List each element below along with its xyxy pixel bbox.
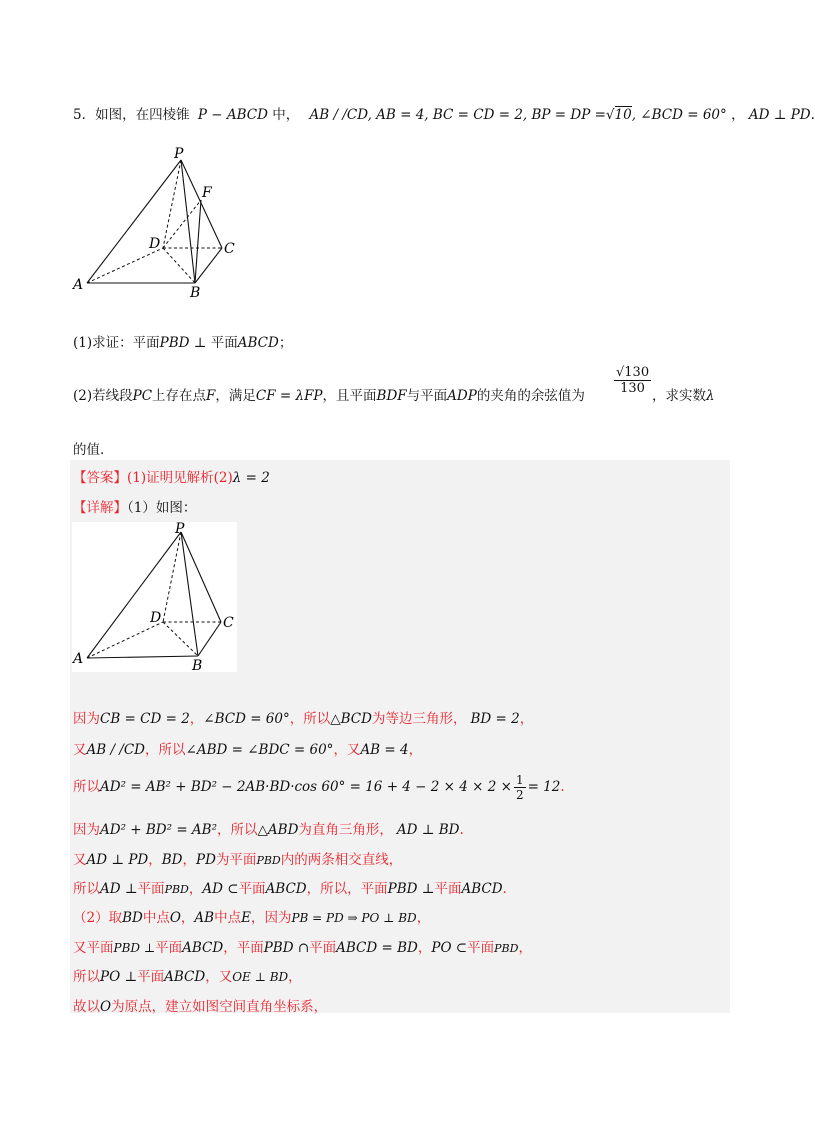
text: 平面 bbox=[434, 881, 462, 897]
math: AD ⊂ bbox=[202, 881, 239, 897]
text: ； bbox=[278, 335, 293, 351]
cosine-fraction bbox=[614, 366, 651, 395]
text: ，所以 bbox=[289, 711, 331, 727]
text: 平面 bbox=[210, 335, 238, 351]
edge-AD bbox=[87, 622, 163, 658]
text: 为等边三角形， bbox=[371, 711, 467, 727]
edge-PD bbox=[163, 160, 181, 248]
label-D: D bbox=[150, 610, 162, 626]
conditions: AB / /CD, AB = 4, BC = CD = 2, BP = DP = bbox=[309, 107, 606, 123]
math: ABCD bbox=[461, 881, 503, 897]
half-fraction bbox=[514, 774, 526, 801]
answer-text: (1)证明见解析(2) bbox=[127, 470, 233, 486]
text: ， bbox=[416, 910, 431, 926]
math: ABCD bbox=[265, 881, 307, 897]
text: ，又 bbox=[205, 969, 233, 985]
label-B: B bbox=[190, 285, 201, 301]
label-P: P bbox=[174, 146, 184, 162]
text: (1)求证：平面 bbox=[73, 335, 160, 351]
text: ，又 bbox=[333, 742, 361, 758]
edge-DB bbox=[163, 248, 195, 283]
text: 因为 bbox=[73, 711, 100, 727]
text: ， bbox=[408, 742, 423, 758]
text: ，求实数 bbox=[652, 388, 706, 404]
solid-name: P − ABCD bbox=[197, 107, 268, 123]
solution-line-4 bbox=[73, 818, 464, 838]
angle-condition: , ∠BCD = 60° bbox=[631, 107, 727, 123]
answer-line bbox=[73, 466, 270, 486]
label-A: A bbox=[73, 651, 84, 667]
text: ， bbox=[288, 969, 302, 985]
text: 与平面 bbox=[406, 388, 448, 404]
text: 中， bbox=[272, 107, 300, 123]
point-name: F bbox=[206, 388, 216, 404]
math: PB = PD ⇒ PO ⊥ BD bbox=[291, 911, 417, 925]
segment-name: PC bbox=[132, 388, 153, 404]
edge-BC bbox=[198, 622, 221, 656]
text: . bbox=[810, 107, 815, 123]
text: 所以 bbox=[73, 969, 100, 985]
solution-line-1 bbox=[73, 707, 533, 727]
text: ， bbox=[189, 711, 204, 727]
text: ， bbox=[518, 940, 532, 956]
text: ， bbox=[188, 881, 203, 897]
part2-question bbox=[73, 384, 585, 404]
text: 的夹角的余弦值为 bbox=[476, 388, 585, 404]
label-D: D bbox=[149, 236, 161, 252]
text: 的值． bbox=[73, 442, 114, 458]
sqrt-symbol: √ bbox=[605, 107, 615, 123]
edge-PA bbox=[87, 160, 181, 283]
edge-AB bbox=[87, 656, 198, 658]
plane-name: ADP bbox=[447, 388, 477, 404]
math: PO ⊥ bbox=[100, 969, 138, 985]
text: ， bbox=[731, 107, 745, 123]
math: AB / /CD bbox=[86, 742, 146, 758]
fraction-numerator: √130 bbox=[616, 365, 650, 380]
text: 上存在点 bbox=[152, 388, 207, 404]
plane-name: ABCD bbox=[237, 335, 279, 351]
text: ， bbox=[417, 940, 432, 956]
math: ABCD bbox=[164, 969, 206, 985]
label-P: P bbox=[175, 521, 185, 537]
label-B: B bbox=[192, 658, 203, 674]
math: PD bbox=[196, 852, 216, 868]
math: △BCD bbox=[330, 711, 372, 727]
text: 为直角三角形， bbox=[298, 822, 393, 838]
pyramid-figure-2 bbox=[70, 522, 240, 672]
solution-line-2 bbox=[73, 738, 422, 758]
text: 又 bbox=[73, 742, 87, 758]
label-C: C bbox=[224, 241, 235, 257]
label-A: A bbox=[73, 277, 84, 293]
text: 所以 bbox=[73, 881, 100, 897]
text: 平面 bbox=[467, 940, 495, 956]
math: AD ⊥ bbox=[100, 881, 138, 897]
solution-line-10 bbox=[73, 995, 327, 1015]
math: PBD ⊥ bbox=[387, 881, 435, 897]
math: BD = 2 bbox=[470, 711, 520, 727]
perp-condition: AD ⊥ PD bbox=[748, 107, 811, 123]
problem-number: 5．如图，在四棱锥 bbox=[73, 107, 190, 123]
text: 平面 bbox=[155, 940, 183, 956]
math: CB = CD = 2 bbox=[100, 711, 190, 727]
text: 因为 bbox=[73, 822, 100, 838]
math: AD² + BD² = AB² bbox=[100, 822, 218, 838]
text: 又 bbox=[73, 852, 87, 868]
edge-BF bbox=[195, 200, 201, 283]
math: △ABD bbox=[257, 822, 299, 838]
sqrt-radicand: 10 bbox=[614, 107, 632, 123]
edge-PC bbox=[181, 160, 222, 248]
math: AB = 4 bbox=[360, 742, 409, 758]
perp-symbol: ⊥ bbox=[189, 335, 211, 351]
math: AD ⊥ PD bbox=[86, 852, 149, 868]
edge-AD bbox=[87, 248, 163, 283]
solution-line-7 bbox=[73, 906, 430, 926]
text: 为平面 bbox=[215, 852, 257, 868]
math: O bbox=[100, 999, 112, 1015]
math: PBD ⊥ bbox=[113, 941, 156, 955]
edge-PB bbox=[181, 160, 195, 283]
plane-name: BDF bbox=[376, 388, 407, 404]
math: AB bbox=[194, 910, 215, 926]
edge-PD bbox=[163, 532, 181, 622]
detail-line bbox=[73, 496, 196, 516]
edge-BC bbox=[195, 248, 222, 283]
label-F: F bbox=[202, 185, 212, 201]
fraction-denominator: 2 bbox=[515, 788, 524, 802]
text: （2）取 bbox=[73, 910, 123, 926]
math: ∠BCD = 60° bbox=[203, 711, 290, 727]
text: ， bbox=[519, 711, 534, 727]
text: ， bbox=[148, 852, 162, 868]
math: PBD bbox=[164, 883, 189, 896]
detail-text: （1）如图： bbox=[127, 500, 197, 516]
text: 中点 bbox=[214, 910, 242, 926]
text: ，平面 bbox=[223, 940, 264, 956]
math: = 12 bbox=[527, 779, 561, 795]
text: 平面 bbox=[137, 881, 165, 897]
text: 平面 bbox=[309, 940, 337, 956]
math: ∠ABD = ∠BDC = 60° bbox=[185, 742, 334, 758]
fraction-numerator: 1 bbox=[515, 773, 524, 787]
text: 为原点，建立如图空间直角坐标系， bbox=[111, 999, 328, 1015]
math: PBD ∩ bbox=[263, 940, 310, 956]
text: (2)若线段 bbox=[73, 388, 133, 404]
solution-line-3 bbox=[73, 768, 565, 802]
text: ， bbox=[182, 852, 197, 868]
vector-condition: CF = λFP bbox=[255, 388, 323, 404]
edge-PA bbox=[87, 532, 181, 658]
part1-question bbox=[73, 331, 292, 351]
math: BD bbox=[161, 852, 183, 868]
pyramid-figure bbox=[70, 145, 310, 315]
text: ，且平面 bbox=[322, 388, 377, 404]
math: ABCD = BD bbox=[336, 940, 418, 956]
edge-DB bbox=[163, 622, 198, 656]
math: PO ⊂ bbox=[431, 940, 468, 956]
solution-line-5 bbox=[73, 848, 402, 868]
detail-tag: 【详解】 bbox=[73, 500, 127, 516]
math: PBD bbox=[256, 854, 281, 867]
math: AD² = AB² + BD² − 2AB·BD·cos 60° = 16 + 4 − 2 × 4 × 2 × bbox=[100, 779, 512, 795]
fraction-denominator: 130 bbox=[620, 381, 645, 396]
text: 故以 bbox=[73, 999, 100, 1015]
solution-line-9 bbox=[73, 965, 302, 985]
plane-name: PBD bbox=[159, 335, 190, 351]
text: . bbox=[502, 881, 507, 897]
part2-tail bbox=[652, 384, 715, 404]
text: ，所以 bbox=[217, 822, 258, 838]
text: 所以 bbox=[73, 779, 100, 795]
part2-continuation bbox=[73, 438, 114, 458]
math: E bbox=[241, 910, 251, 926]
answer-value: λ = 2 bbox=[232, 470, 270, 486]
text: ，所以，平面 bbox=[306, 881, 388, 897]
edge-DF bbox=[163, 200, 201, 248]
problem-statement bbox=[73, 103, 815, 123]
text: ，所以 bbox=[145, 742, 186, 758]
text: . bbox=[560, 779, 565, 795]
label-C: C bbox=[223, 615, 234, 631]
text: ，满足 bbox=[215, 388, 256, 404]
text: ，因为 bbox=[250, 910, 292, 926]
math: OE ⊥ BD bbox=[232, 970, 289, 984]
lambda-symbol: λ bbox=[706, 388, 715, 404]
math: ABCD bbox=[182, 940, 224, 956]
text: ， bbox=[180, 910, 195, 926]
solution-line-8 bbox=[73, 936, 532, 956]
math: O bbox=[169, 910, 181, 926]
math: PBD bbox=[494, 942, 519, 955]
text: 又平面 bbox=[73, 940, 114, 956]
text: 平面 bbox=[238, 881, 266, 897]
text: 平面 bbox=[137, 969, 165, 985]
answer-tag: 【答案】 bbox=[73, 470, 127, 486]
solution-line-6 bbox=[73, 877, 507, 897]
math: BD bbox=[122, 910, 143, 926]
text: 中点 bbox=[142, 910, 170, 926]
math: AD ⊥ BD bbox=[396, 822, 460, 838]
text: 内的两条相交直线， bbox=[280, 852, 403, 868]
text: . bbox=[459, 822, 464, 838]
